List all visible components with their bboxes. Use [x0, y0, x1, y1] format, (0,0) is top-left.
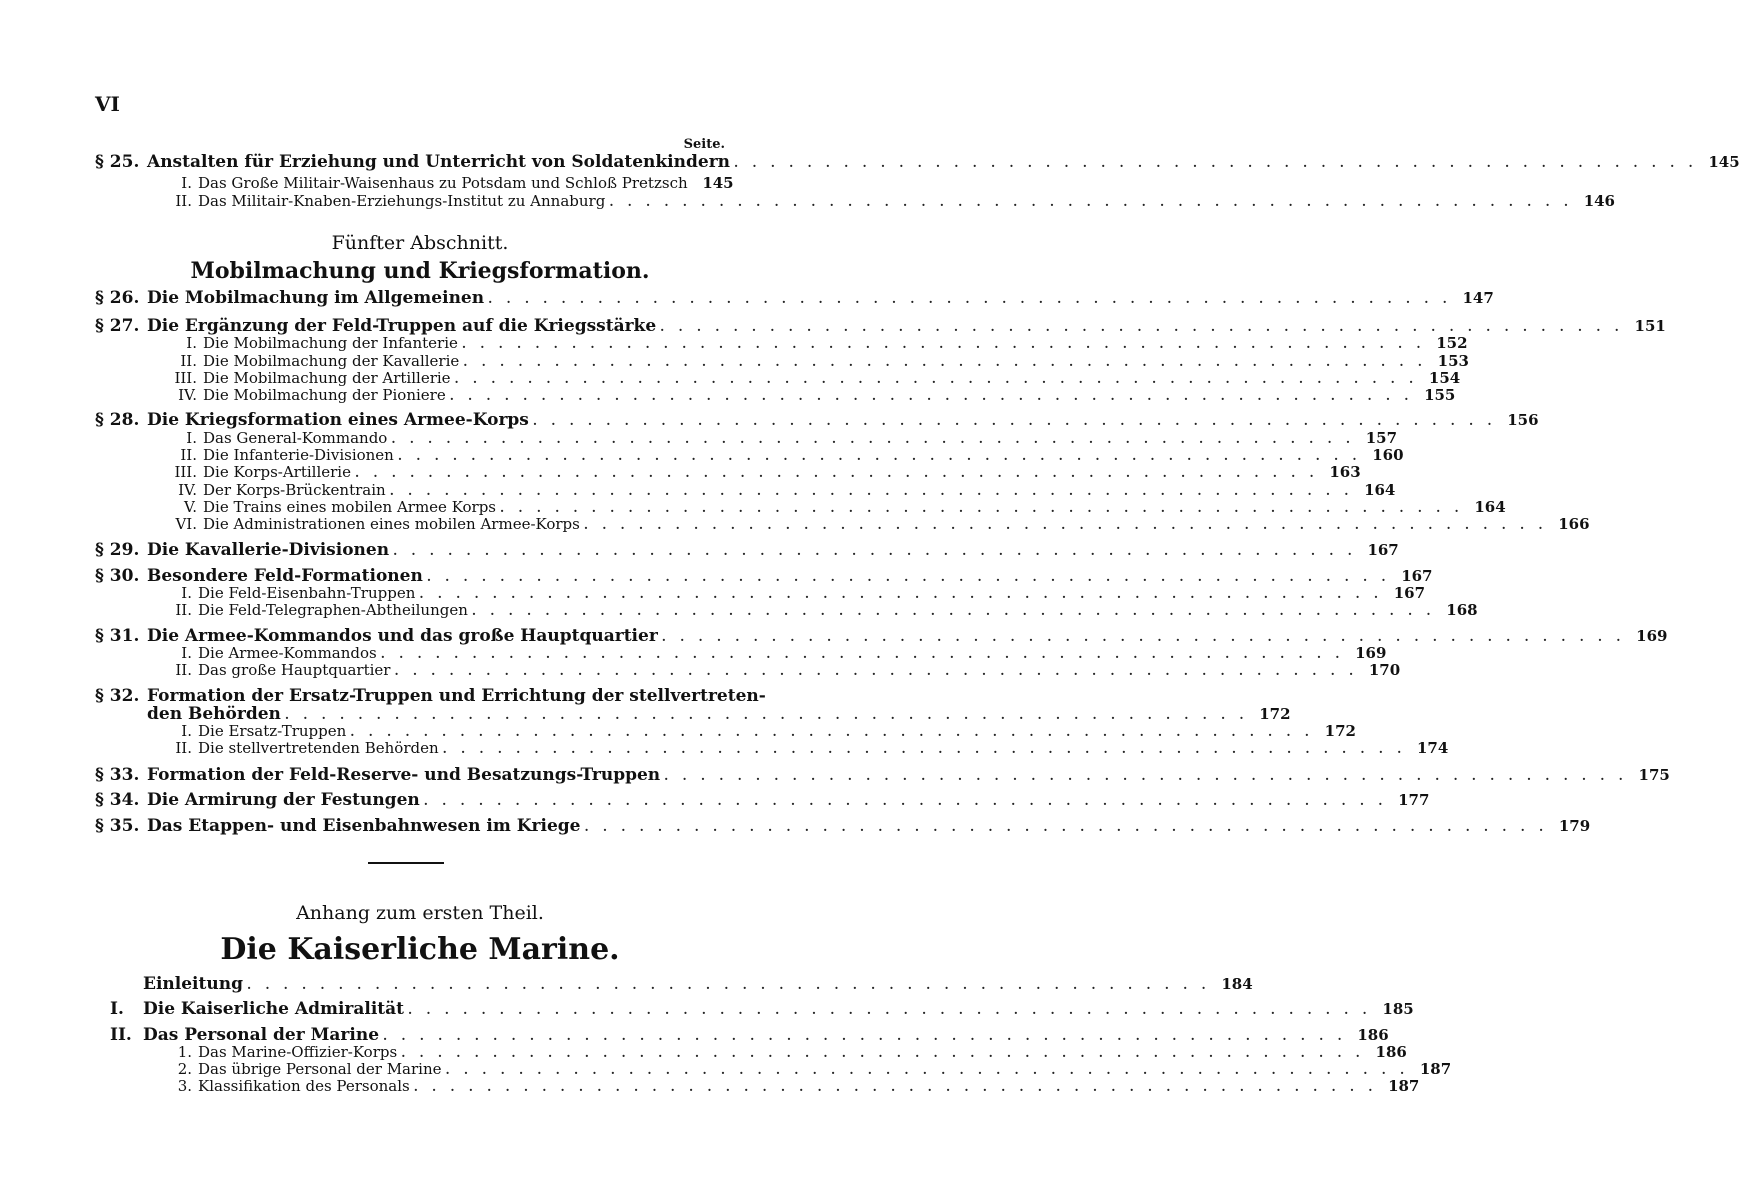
entry-title: Das Militair-Knaben-Erziehungs-Institut zu Annaburg [198, 192, 606, 210]
subentry-number: I. [181, 584, 192, 602]
subentry-number: II. [175, 739, 192, 757]
toc-entry-personal [110, 1025, 1389, 1045]
dot-leader: . . . . . . . . . . . . . . . . . . . . . . . . . . . . . . . . . . . . . . . . . . . . . . . . . . . . . [532, 414, 1497, 428]
toc-subentry [147, 601, 1478, 619]
toc-subentry [147, 463, 1361, 481]
entry-title: Die Mobilmachung der Infanterie [203, 334, 458, 352]
page-ref: 174 [1417, 739, 1449, 757]
toc-subentry [147, 661, 1401, 679]
toc-entry-s27 [95, 316, 1666, 336]
toc-entry-einleitung [143, 974, 1253, 994]
subentry-number: II. [175, 601, 192, 619]
toc-subentry [147, 334, 1468, 352]
page-ref: 145 [702, 174, 734, 192]
page-ref: 169 [1636, 627, 1668, 645]
section-number: § 31. [95, 626, 140, 646]
page-ref: 186 [1357, 1026, 1389, 1044]
subentry-number: II. [180, 446, 197, 464]
section-title: Mobilmachung und Kriegsformation. [190, 258, 650, 284]
entry-title-continuation: den Behörden [147, 704, 281, 724]
page-ref: 145 [1708, 153, 1740, 171]
toc-subentry [147, 1060, 1452, 1078]
section-label: Fünfter Abschnitt. [331, 232, 509, 254]
section-number: § 28. [95, 410, 140, 430]
entry-title: Die Kaiserliche Admiralität [143, 999, 405, 1019]
entry-title: Die Armirung der Festungen [147, 790, 420, 810]
entry-title: Die Mobilmachung der Artillerie [203, 369, 451, 387]
page-ref: 186 [1375, 1043, 1407, 1061]
subentry-number: I. [186, 334, 197, 352]
entry-title: Das Personal der Marine [143, 1025, 380, 1045]
divider-rule [368, 862, 444, 864]
entry-title: Die Mobilmachung der Pioniere [203, 386, 446, 404]
toc-entry-s32-continuation [147, 704, 1291, 724]
page-ref: 163 [1329, 463, 1361, 481]
dot-leader: . . . . . . . . . . . . . . . . . . . . . . . . . . . . . . . . . . . . . . . . . . . . . . . . . . . . . [394, 664, 1359, 678]
subentry-number: III. [174, 369, 197, 387]
page-ref: 185 [1382, 1000, 1414, 1018]
section-number: § 30. [95, 566, 140, 586]
entry-title: Die Kriegsformation eines Armee-Korps [147, 410, 529, 430]
toc-entry-s31 [95, 626, 1668, 646]
dot-leader: . . . . . . . . . . . . . . . . . . . . . . . . . . . . . . . . . . . . . . . . . . . . . . . . . . . . . [463, 355, 1427, 369]
entry-title: Das Marine-Offizier-Korps [198, 1043, 398, 1061]
entry-title: Formation der Feld-Reserve- und Besatzungs-Truppen [147, 765, 661, 785]
toc-subentry [147, 1077, 1420, 1095]
entry-title: Die Mobilmachung der Kavallerie [203, 352, 460, 370]
section-number: § 26. [95, 288, 140, 308]
toc-subentry [147, 429, 1398, 447]
entry-title: Klassifikation des Personals [198, 1077, 410, 1095]
page-ref: 167 [1401, 567, 1433, 585]
toc-entry-s30 [95, 566, 1433, 586]
dot-leader: . . . . . . . . . . . . . . . . . . . . . . . . . . . . . . . . . . . . . . . . . . . . . . . . . . . . . [423, 794, 1388, 808]
toc-subentry [147, 369, 1461, 387]
dot-leader: . . . . . . . . . . . . . . . . . . . . . . . . . . . . . . . . . . . . . . . . . . . . . . . . . . . . . [246, 978, 1211, 992]
appendix-label: Anhang zum ersten Theil. [296, 902, 544, 924]
page-ref: 170 [1368, 661, 1401, 679]
subentry-number: I. [181, 722, 192, 740]
subentry-number: 3. [177, 1077, 192, 1095]
subentry-number: I. [186, 429, 197, 447]
dot-leader: . . . . . . . . . . . . . . . . . . . . . . . . . . . . . . . . . . . . . . . . . . . . . . . . . . . . . [401, 1046, 1365, 1060]
entry-title: Die Kavallerie-Divisionen [147, 540, 390, 560]
subentry-number: 1. [177, 1043, 192, 1061]
subentry-number: I. [181, 174, 192, 192]
dot-leader: . . . . . . . . . . . . . . . . . . . . . . . . . . . . . . . . . . . . . . . . . . . . . . . . . . . . . [664, 769, 1628, 783]
toc-subentry [147, 1043, 1407, 1061]
dot-leader: . . . . . . . . . . . . . . . . . . . . . . . . . . . . . . . . . . . . . . . . . . . . . . . . . . . . . [584, 820, 1549, 834]
entry-title: Die Infanterie-Divisionen [203, 446, 394, 464]
page-number: VI [95, 92, 120, 116]
toc-entry-admiralitaet [110, 999, 1414, 1019]
dot-leader: . . . . . . . . . . . . . . . . . . . . . . . . . . . . . . . . . . . . . . . . . . . . . . . . . . . . . [661, 630, 1626, 644]
entry-title: Die stellvertretenden Behörden [198, 739, 439, 757]
page-ref: 147 [1462, 289, 1494, 307]
toc-entry-s35 [95, 816, 1591, 836]
dot-leader: . . . . . . . . . . . . . . . . . . . . . . . . . . . . . . . . . . . . . . . . . . . . . . . . . . . . . [454, 372, 1419, 386]
toc-subentry [147, 352, 1469, 370]
toc-entry-s26 [95, 288, 1494, 308]
dot-leader: . . . . . . . . . . . . . . . . . . . . . . . . . . . . . . . . . . . . . . . . . . . . . . . . . . . . . [609, 195, 1573, 209]
entry-title: Die Trains eines mobilen Armee Korps [203, 498, 496, 516]
dot-leader: . . . . . . . . . . . . . . . . . . . . . . . . . . . . . . . . . . . . . . . . . . . . . . . . . . . . . [442, 742, 1407, 756]
dot-leader: . . . . . . . . . . . . . . . . . . . . . . . . . . . . . . . . . . . . . . . . . . . . . . . . . . . . . [355, 466, 1319, 480]
entry-title: Die Armee-Kommandos [198, 644, 377, 662]
toc-subentry [147, 174, 734, 192]
dot-leader: . . . . . . . . . . . . . . . . . . . . . . . . . . . . . . . . . . . . . . . . . . . . . . . . . . . . . [734, 156, 1698, 170]
page-ref: 157 [1365, 429, 1398, 447]
page-ref: 187 [1388, 1077, 1420, 1095]
section-number: § 25. [95, 152, 140, 172]
page-ref: 160 [1372, 446, 1404, 464]
subentry-number: VI. [175, 515, 197, 533]
toc-entry-s34 [95, 790, 1430, 810]
dot-leader: . . . . . . . . . . . . . . . . . . . . . . . . . . . . . . . . . . . . . . . . . . . . . . . . . . . . . [350, 725, 1314, 739]
page-ref: 177 [1398, 791, 1430, 809]
entry-title: Anstalten für Erziehung und Unterricht von Soldatenkindern [147, 152, 731, 172]
toc-subentry [147, 481, 1396, 499]
toc-subentry [147, 192, 1615, 210]
entry-title: Die Ersatz-Truppen [198, 722, 347, 740]
dot-leader: . . . . . . . . . . . . . . . . . . . . . . . . . . . . . . . . . . . . . . . . . . . . . . . . . . . . . [445, 1063, 1410, 1077]
entry-title: Besondere Feld-Formationen [147, 566, 423, 586]
toc-subentry [147, 386, 1456, 404]
toc-entry-s28 [95, 410, 1539, 430]
page-ref: 166 [1558, 515, 1590, 533]
toc-subentry [147, 515, 1590, 533]
entry-title: Die Mobilmachung im Allgemeinen [147, 288, 485, 308]
entry-title: Das Große Militair-Waisenhaus zu Potsdam und Schloß Pretzsch [198, 174, 688, 192]
page-ref: 168 [1446, 601, 1478, 619]
dot-leader: . . . . . . . . . . . . . . . . . . . . . . . . . . . . . . . . . . . . . . . . . . . . . . . . . . . . . [660, 320, 1624, 334]
subentry-number: I. [181, 644, 192, 662]
entry-title: Die Armee-Kommandos und das große Hauptquartier [147, 626, 658, 646]
page-ref: 179 [1558, 817, 1591, 835]
entry-title: Das übrige Personal der Marine [198, 1060, 442, 1078]
page-column-header: Seite. [683, 137, 725, 152]
section-number: I. [110, 999, 124, 1019]
subentry-number: II. [175, 192, 192, 210]
page-ref: 167 [1393, 584, 1426, 602]
dot-leader: . . . . . . . . . . . . . . . . . . . . . . . . . . . . . . . . . . . . . . . . . . . . . . . . . . . . . [408, 1003, 1372, 1017]
page-ref: 172 [1324, 722, 1356, 740]
page-ref: 169 [1355, 644, 1387, 662]
toc-entry-s29 [95, 540, 1399, 560]
subentry-number: V. [184, 498, 197, 516]
page-ref: 151 [1634, 317, 1666, 335]
toc-subentry [147, 498, 1506, 516]
subentry-number: III. [174, 463, 197, 481]
page-ref: 154 [1428, 369, 1461, 387]
toc-subentry [147, 644, 1387, 662]
dot-leader: . . . . . . . . . . . . . . . . . . . . . . . . . . . . . . . . . . . . . . . . . . . . . . . . . . . . . [583, 518, 1548, 532]
dot-leader: . . . . . . . . . . . . . . . . . . . . . . . . . . . . . . . . . . . . . . . . . . . . . . . . . . . . . [426, 570, 1391, 584]
dot-leader: . . . . . . . . . . . . . . . . . . . . . . . . . . . . . . . . . . . . . . . . . . . . . . . . . . . . . [500, 501, 1464, 515]
dot-leader: . . . . . . . . . . . . . . . . . . . . . . . . . . . . . . . . . . . . . . . . . . . . . . . . . . . . . [389, 484, 1354, 498]
section-number: II. [110, 1025, 132, 1045]
section-number: § 34. [95, 790, 140, 810]
dot-leader: . . . . . . . . . . . . . . . . . . . . . . . . . . . . . . . . . . . . . . . . . . . . . . . . . . . . . [284, 708, 1249, 722]
page-ref: 172 [1259, 705, 1291, 723]
entry-title: Das Etappen- und Eisenbahnwesen im Kriege [147, 816, 581, 836]
subentry-number: II. [175, 661, 192, 679]
entry-title: Die Ergänzung der Feld-Truppen auf die Kriegsstärke [147, 316, 657, 336]
page-ref: 167 [1367, 541, 1399, 559]
dot-leader: . . . . . . . . . . . . . . . . . . . . . . . . . . . . . . . . . . . . . . . . . . . . . . . . . . . . . [413, 1080, 1378, 1094]
entry-title: Formation der Ersatz-Truppen und Errichtung der stellvertreten- [147, 686, 766, 706]
section-number: § 29. [95, 540, 140, 560]
toc-subentry [147, 739, 1449, 757]
section-number: § 32. [95, 686, 140, 706]
page-ref: 146 [1583, 192, 1615, 210]
dot-leader: . . . . . . . . . . . . . . . . . . . . . . . . . . . . . . . . . . . . . . . . . . . . . . . . . . . . . [397, 449, 1362, 463]
entry-title: Die Administrationen eines mobilen Armee-Korps [203, 515, 580, 533]
dot-leader: . . . . . . . . . . . . . . . . . . . . . . . . . . . . . . . . . . . . . . . . . . . . . . . . . . . . . [380, 647, 1345, 661]
toc-entry-s33 [95, 765, 1670, 785]
page-ref: 156 [1507, 411, 1539, 429]
dot-leader: . . . . . . . . . . . . . . . . . . . . . . . . . . . . . . . . . . . . . . . . . . . . . . . . . . . . . [449, 389, 1414, 403]
dot-leader: . . . . . . . . . . . . . . . . . . . . . . . . . . . . . . . . . . . . . . . . . . . . . . . . . . . . . [461, 337, 1426, 351]
toc-subentry [147, 722, 1356, 740]
entry-title: Die Feld-Eisenbahn-Truppen [198, 584, 416, 602]
toc-entry-s32 [95, 686, 766, 706]
section-number: § 27. [95, 316, 140, 336]
dot-leader: . . . . . . . . . . . . . . . . . . . . . . . . . . . . . . . . . . . . . . . . . . . . . . . . . . . . . [471, 604, 1436, 618]
section-number: § 35. [95, 816, 140, 836]
page-ref: 164 [1364, 481, 1396, 499]
appendix-title: Die Kaiserliche Marine. [220, 932, 620, 967]
entry-title: Das große Hauptquartier [198, 661, 391, 679]
page-ref: 175 [1638, 766, 1670, 784]
entry-title: Die Feld-Telegraphen-Abtheilungen [198, 601, 468, 619]
dot-leader: . . . . . . . . . . . . . . . . . . . . . . . . . . . . . . . . . . . . . . . . . . . . . . . . . . . . . [419, 587, 1384, 601]
toc-entry-s25 [95, 152, 1740, 172]
page-ref: 187 [1419, 1060, 1452, 1078]
page-ref: 152 [1436, 334, 1468, 352]
page-ref: 164 [1474, 498, 1506, 516]
page-ref: 184 [1221, 975, 1253, 993]
section-number: § 33. [95, 765, 140, 785]
toc-subentry [147, 584, 1426, 602]
entry-title: Die Korps-Artillerie [203, 463, 351, 481]
dot-leader: . . . . . . . . . . . . . . . . . . . . . . . . . . . . . . . . . . . . . . . . . . . . . . . . . . . . . [383, 1029, 1347, 1043]
subentry-number: IV. [178, 386, 197, 404]
page-ref: 153 [1437, 352, 1469, 370]
dot-leader: . . . . . . . . . . . . . . . . . . . . . . . . . . . . . . . . . . . . . . . . . . . . . . . . . . . . . [488, 292, 1452, 306]
entry-title: Der Korps-Brückentrain [203, 481, 386, 499]
dot-leader: . . . . . . . . . . . . . . . . . . . . . . . . . . . . . . . . . . . . . . . . . . . . . . . . . . . . . [391, 432, 1356, 446]
entry-title: Einleitung [143, 974, 243, 994]
subentry-number: II. [180, 352, 197, 370]
page-ref: 155 [1424, 386, 1456, 404]
toc-subentry [147, 446, 1404, 464]
entry-title: Das General-Kommando [203, 429, 388, 447]
subentry-number: 2. [177, 1060, 192, 1078]
dot-leader: . . . . . . . . . . . . . . . . . . . . . . . . . . . . . . . . . . . . . . . . . . . . . . . . . . . . . [393, 544, 1357, 558]
subentry-number: IV. [178, 481, 197, 499]
